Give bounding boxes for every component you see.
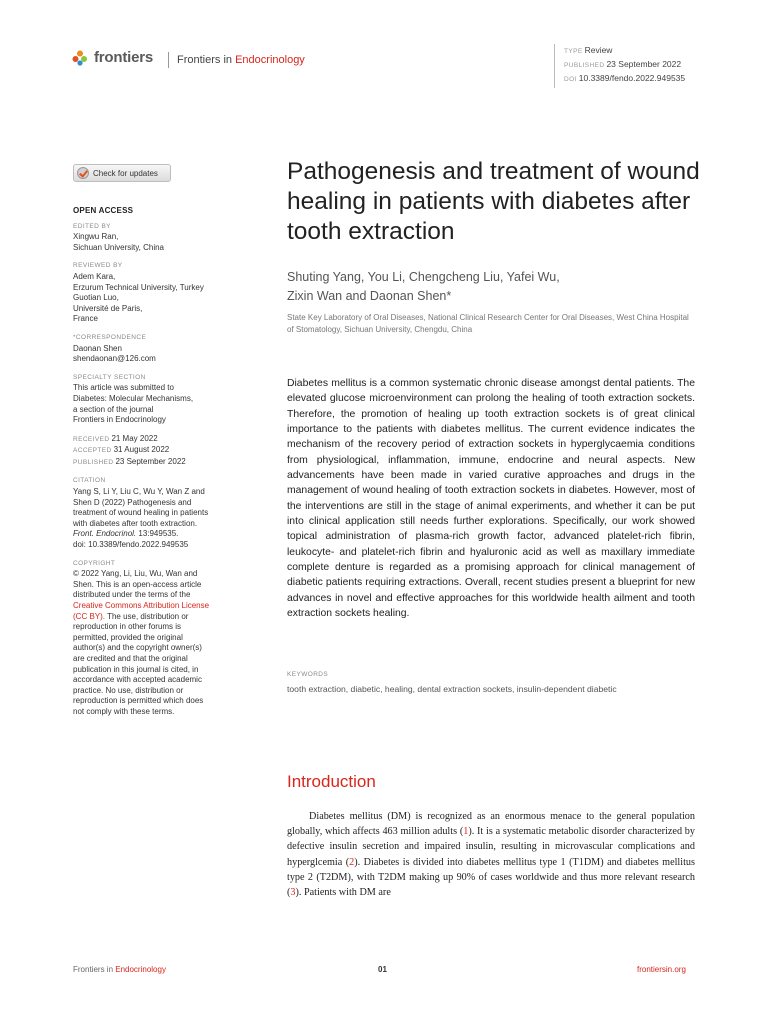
accepted-date: ACCEPTED 31 August 2022 (73, 445, 170, 455)
keywords-label: KEYWORDS (287, 671, 329, 678)
article-sidebar (73, 206, 235, 726)
specialty-section: SPECIALTY SECTION This article was submitted to Diabetes: Molecular Mechanisms, a section of the journal Frontiers in Endocrinology (73, 373, 194, 425)
abstract-text: Diabetes mellitus is a common systematic chronic disease amongst dental patients. The elevated glucose microenvironment can prolong the healing of tooth extraction sockets. Therefore, the promotion of healing up tooth extraction sockets is of great clinical importance to the patients with diabetes mellitus. The current evidence indicates the mechanism of the recovery period of extraction sockets in hyperglycaemia conditions from physiological, inflammation, immune, endocrine and neural aspects. New advancements have been made in varied curative approaches and drugs in the management of wound healing of tooth extraction sockets in diabetes. However, most of the interventions are still in the stage of animal experiments, and whether it can be put into clinical application still needs further explorations. Specifically, our work showed topical administration of plasma-rich growth factor, advanced platelet-rich fibrin, leukocyte- and platelet-rich fibrin and hyaluronic acid as well as maxillary immediate complete denture is regarded as a promising approach for clinical management of diabetic patients requiring extractions. Overall, recent studies present a blueprint for new advances in novel and effective approaches for this worldwide health ailment and tooth extraction sockets healing. (287, 378, 695, 620)
editor-affiliation: Sichuan University, China (73, 242, 165, 252)
reviewed-by-section: REVIEWED BY Adem Kara, Erzurum Technical University, Turkey Guotian Luo, Université de Paris, France (73, 261, 235, 325)
introduction-paragraph: Diabetes mellitus (DM) is recognized as an enormous menace to the general population globally, which affects 463 million adults (1). It is a systematic metabolic disorder characterized by defective insulin secretion and impaired insulin, resulting in microvascular complications and hyperglcemia (2). Diabetes is divided into diabetes mellitus type 1 (T1DM) and diabetes mellitus type 2 (T2DM), with T2DM making up 90% of cases worldwide and thus more relevant research (3). Patients with DM are (287, 811, 695, 899)
journal-title: Endocrinology (235, 54, 305, 66)
citation-doi[interactable]: doi: 10.3389/fendo.2022.949535 (73, 540, 189, 550)
reference-link[interactable]: 3 (290, 887, 296, 899)
article-title: Pathogenesis and treatment of wound healing in patients with diabetes after tooth extraction (287, 158, 700, 245)
authors-line: Shuting Yang, You Li, Chengcheng Liu, Yafei Wu, (287, 270, 560, 284)
reviewer-line: Adem Kara, (73, 271, 116, 281)
reviewer-line: Erzurum Technical University, Turkey (73, 282, 204, 292)
copyright-section: COPYRIGHT © 2022 Yang, Li, Liu, Wu, Wan and Shen. This is an open-access article distributed under the terms of the Creative Commons Attribution License (CC BY). The use, distribution or reproduction in other forums is permitted, provided the original author(s) and the copyright owner(s) are credited and that the original publication in this journal is cited, in accordance with accepted academic practice. No use, distribution or reproduction is permitted which does not comply with these terms. (73, 559, 235, 718)
reviewer-line: Université de Paris, (73, 303, 143, 313)
journal-prefix: Frontiers in (177, 54, 233, 66)
corresponding-email[interactable]: shendaonan@126.com (73, 354, 156, 364)
received-date: RECEIVED 21 May 2022 (73, 433, 158, 443)
article-meta (554, 44, 685, 88)
brand-name: frontiers (94, 49, 154, 66)
section-heading-introduction: Introduction (287, 772, 376, 791)
meta-published: PUBLISHED 23 September 2022 (564, 59, 682, 69)
check-updates-icon (77, 167, 89, 179)
correspondence-section: *CORRESPONDENCE Daonan Shen shendaonan@126.com (73, 333, 235, 365)
reference-link[interactable]: 2 (349, 856, 355, 868)
open-access-label: OPEN ACCESS (73, 206, 134, 215)
dates-section (73, 434, 235, 469)
meta-type: TYPE Review (564, 45, 613, 55)
frontiers-logo-icon (72, 50, 88, 66)
cc-by-link[interactable]: (CC BY). (73, 611, 105, 621)
reviewer-line: Guotian Luo, (73, 293, 119, 303)
footer-site-link[interactable]: frontiersin.org (637, 965, 686, 974)
footer-journal[interactable]: Frontiers in Endocrinology (73, 965, 166, 974)
page-number: 01 (378, 965, 387, 974)
check-updates-label: Check for updates (93, 168, 158, 178)
frontiers-logo[interactable] (72, 49, 153, 66)
reference-link[interactable]: 1 (463, 826, 469, 838)
corresponding-author: Daonan Shen (73, 343, 122, 353)
check-for-updates-button[interactable] (73, 164, 171, 182)
published-date: PUBLISHED 23 September 2022 (73, 456, 186, 466)
citation-journal: Front. Endocrinol. (73, 529, 137, 539)
citation-section: CITATION Yang S, Li Y, Liu C, Wu Y, Wan Z and Shen D (2022) Pathogenesis and treatment of wound healing in patients with diabetes after tooth extraction. Front. Endocrinol. 13:949535. doi: 10.3389/fendo.2022.949535 (73, 476, 235, 550)
author-list (287, 268, 707, 306)
journal-name[interactable] (168, 52, 305, 68)
reviewer-line: France (73, 314, 98, 324)
meta-doi[interactable]: DOI 10.3389/fendo.2022.949535 (564, 73, 686, 83)
keywords-list: tooth extraction, diabetic, healing, dental extraction sockets, insulin-dependent diabetic (287, 684, 617, 694)
editor-name: Xingwu Ran, (73, 232, 119, 242)
authors-line: Zixin Wan and Daonan Shen* (287, 289, 452, 303)
license-link[interactable]: Creative Commons Attribution License (73, 601, 210, 610)
edited-by-section: EDITED BY Xingwu Ran, Sichuan University, China (73, 222, 235, 254)
affiliation: State Key Laboratory of Oral Diseases, National Clinical Research Center for Oral Diseases, West China Hospital of Stomatology, Sichuan University, Chengdu, China (287, 313, 689, 334)
